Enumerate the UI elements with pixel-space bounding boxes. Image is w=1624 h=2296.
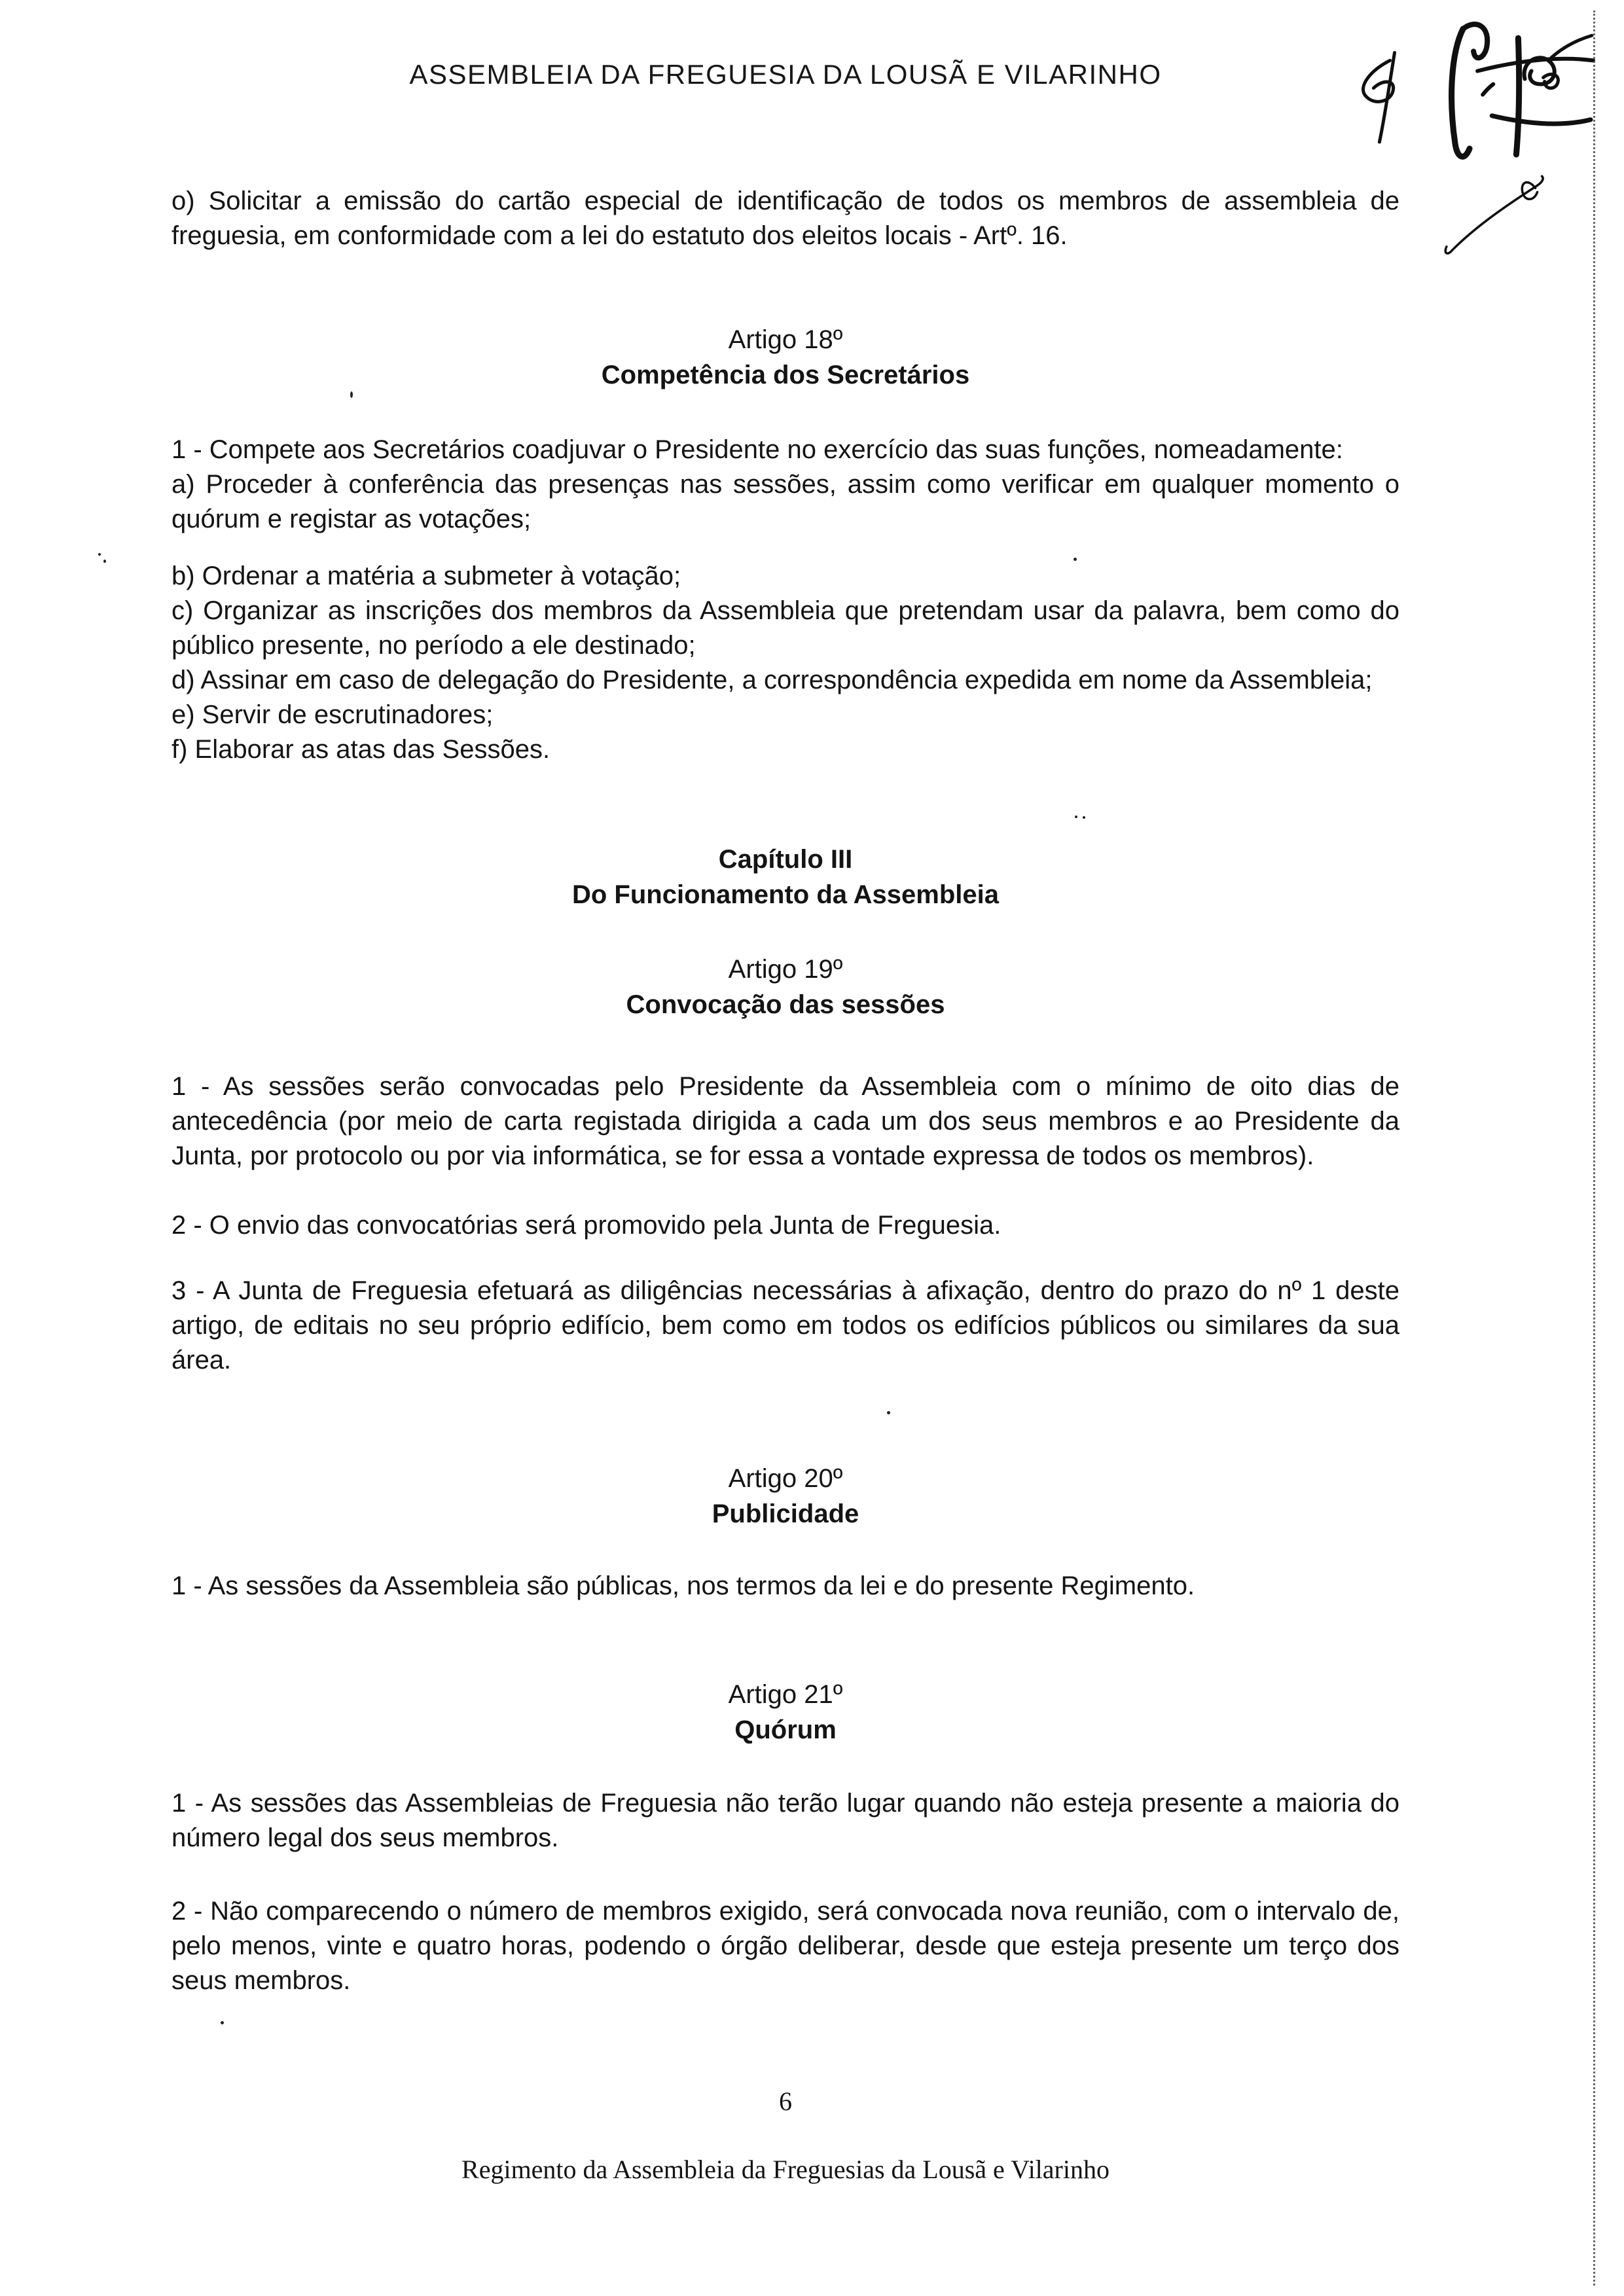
page-title: ASSEMBLEIA DA FREGUESIA DA LOUSÃ E VILARINHO [409, 59, 1162, 90]
article-title: Publicidade [712, 1499, 859, 1528]
scan-speck [350, 391, 353, 398]
article-number: Artigo 18º [728, 325, 843, 354]
scan-margin-dotted-line [1593, 10, 1595, 2286]
scan-speck [1075, 816, 1077, 818]
article-20-heading [171, 1461, 1399, 1532]
article-number: Artigo 20º [728, 1464, 843, 1493]
list-item: a) Proceder à conferência das presenças nas sessões, assim como verificar em qualquer momento o quórum e registar as votações; [171, 470, 1399, 533]
paragraph: 1 - As sessões da Assembleia são públicas, nos termos da lei e do presente Regimento. [171, 1571, 1195, 1600]
chapter-title: Do Funcionamento da Assembleia [572, 880, 999, 909]
chapter-3-heading [171, 842, 1399, 912]
chapter-number: Capítulo III [718, 845, 853, 874]
paragraph: 3 - A Junta de Freguesia efetuará as diligências necessárias à afixação, dentro do prazo do nº 1 deste artigo, de editais no seu próprio edifício, bem como em todos os edifícios públicos ou similares da sua área. [171, 1276, 1399, 1374]
article-20-paragraph-1 [171, 1569, 1399, 1604]
list-item: e) Servir de escrutinadores; [171, 700, 494, 729]
article-19-paragraph-3 [171, 1274, 1399, 1378]
signature-main-icon [1363, 24, 1593, 156]
article-title: Convocação das sessões [626, 990, 945, 1019]
article-number: Artigo 19º [728, 955, 843, 984]
article-21-paragraph-2 [171, 1894, 1399, 1998]
paragraph: 1 - As sessões serão convocadas pelo Presidente da Assembleia com o mínimo de oito dias de antecedência (por meio de carta registada dirigida a cada um dos seus membros e ao Presidente da Junta, por protocolo ou por via informática, se for essa a vontade expressa de todos os membros). [171, 1072, 1399, 1170]
scan-speck [221, 2021, 224, 2024]
scan-speck [98, 553, 101, 556]
list-item: f) Elaborar as atas das Sessões. [171, 735, 550, 764]
article-18-body [171, 433, 1399, 767]
article-number: Artigo 21º [728, 1680, 843, 1709]
paragraph: 1 - As sessões das Assembleias de Freguesia não terão lugar quando não esteja presente a maioria do número legal dos seus membros. [171, 1789, 1399, 1852]
article-title: Competência dos Secretários [601, 361, 970, 389]
paragraph: 2 - Não comparecendo o número de membros exigido, será convocada nova reunião, com o intervalo de, pelo menos, vinte e quatro horas, podendo o órgão deliberar, desde que esteja presente um terço dos seus membros. [171, 1897, 1399, 1995]
article-19-paragraph-1 [171, 1069, 1399, 1174]
scan-speck [1074, 558, 1077, 561]
article-21-heading [171, 1677, 1399, 1748]
paragraph: 1 - Compete aos Secretários coadjuvar o Presidente no exercício das suas funções, nomeadamente: [171, 435, 1343, 464]
signature-flourish-icon [1445, 176, 1543, 253]
article-19-paragraph-2 [171, 1208, 1399, 1243]
article-title: Quórum [734, 1715, 837, 1744]
list-item: d) Assinar em caso de delegação do Presidente, a correspondência expedida em nome da Assembleia; [171, 666, 1373, 694]
paragraph: o) Solicitar a emissão do cartão especial de identificação de todos os membros de assembleia de freguesia, em conformidade com a lei do estatuto dos eleitos locais - Artº. 16. [171, 187, 1399, 250]
intro-paragraph [171, 184, 1399, 253]
article-21-paragraph-1 [171, 1786, 1399, 1856]
article-19-heading [171, 952, 1399, 1022]
article-18-heading [171, 322, 1399, 393]
scan-speck [1083, 816, 1085, 819]
list-item: c) Organizar as inscrições dos membros da Assembleia que pretendam usar da palavra, bem como do público presente, no período a ele destinado; [171, 596, 1399, 660]
paragraph: 2 - O envio das convocatórias será promovido pela Junta de Freguesia. [171, 1211, 1001, 1240]
footer-text: Regimento da Assembleia da Freguesias da Lousã e Vilarinho [461, 2155, 1110, 2184]
list-item: b) Ordenar a matéria a submeter à votação; [171, 562, 681, 590]
scan-speck [887, 1411, 890, 1414]
scan-speck [103, 560, 106, 563]
page-number: 6 [779, 2087, 792, 2116]
